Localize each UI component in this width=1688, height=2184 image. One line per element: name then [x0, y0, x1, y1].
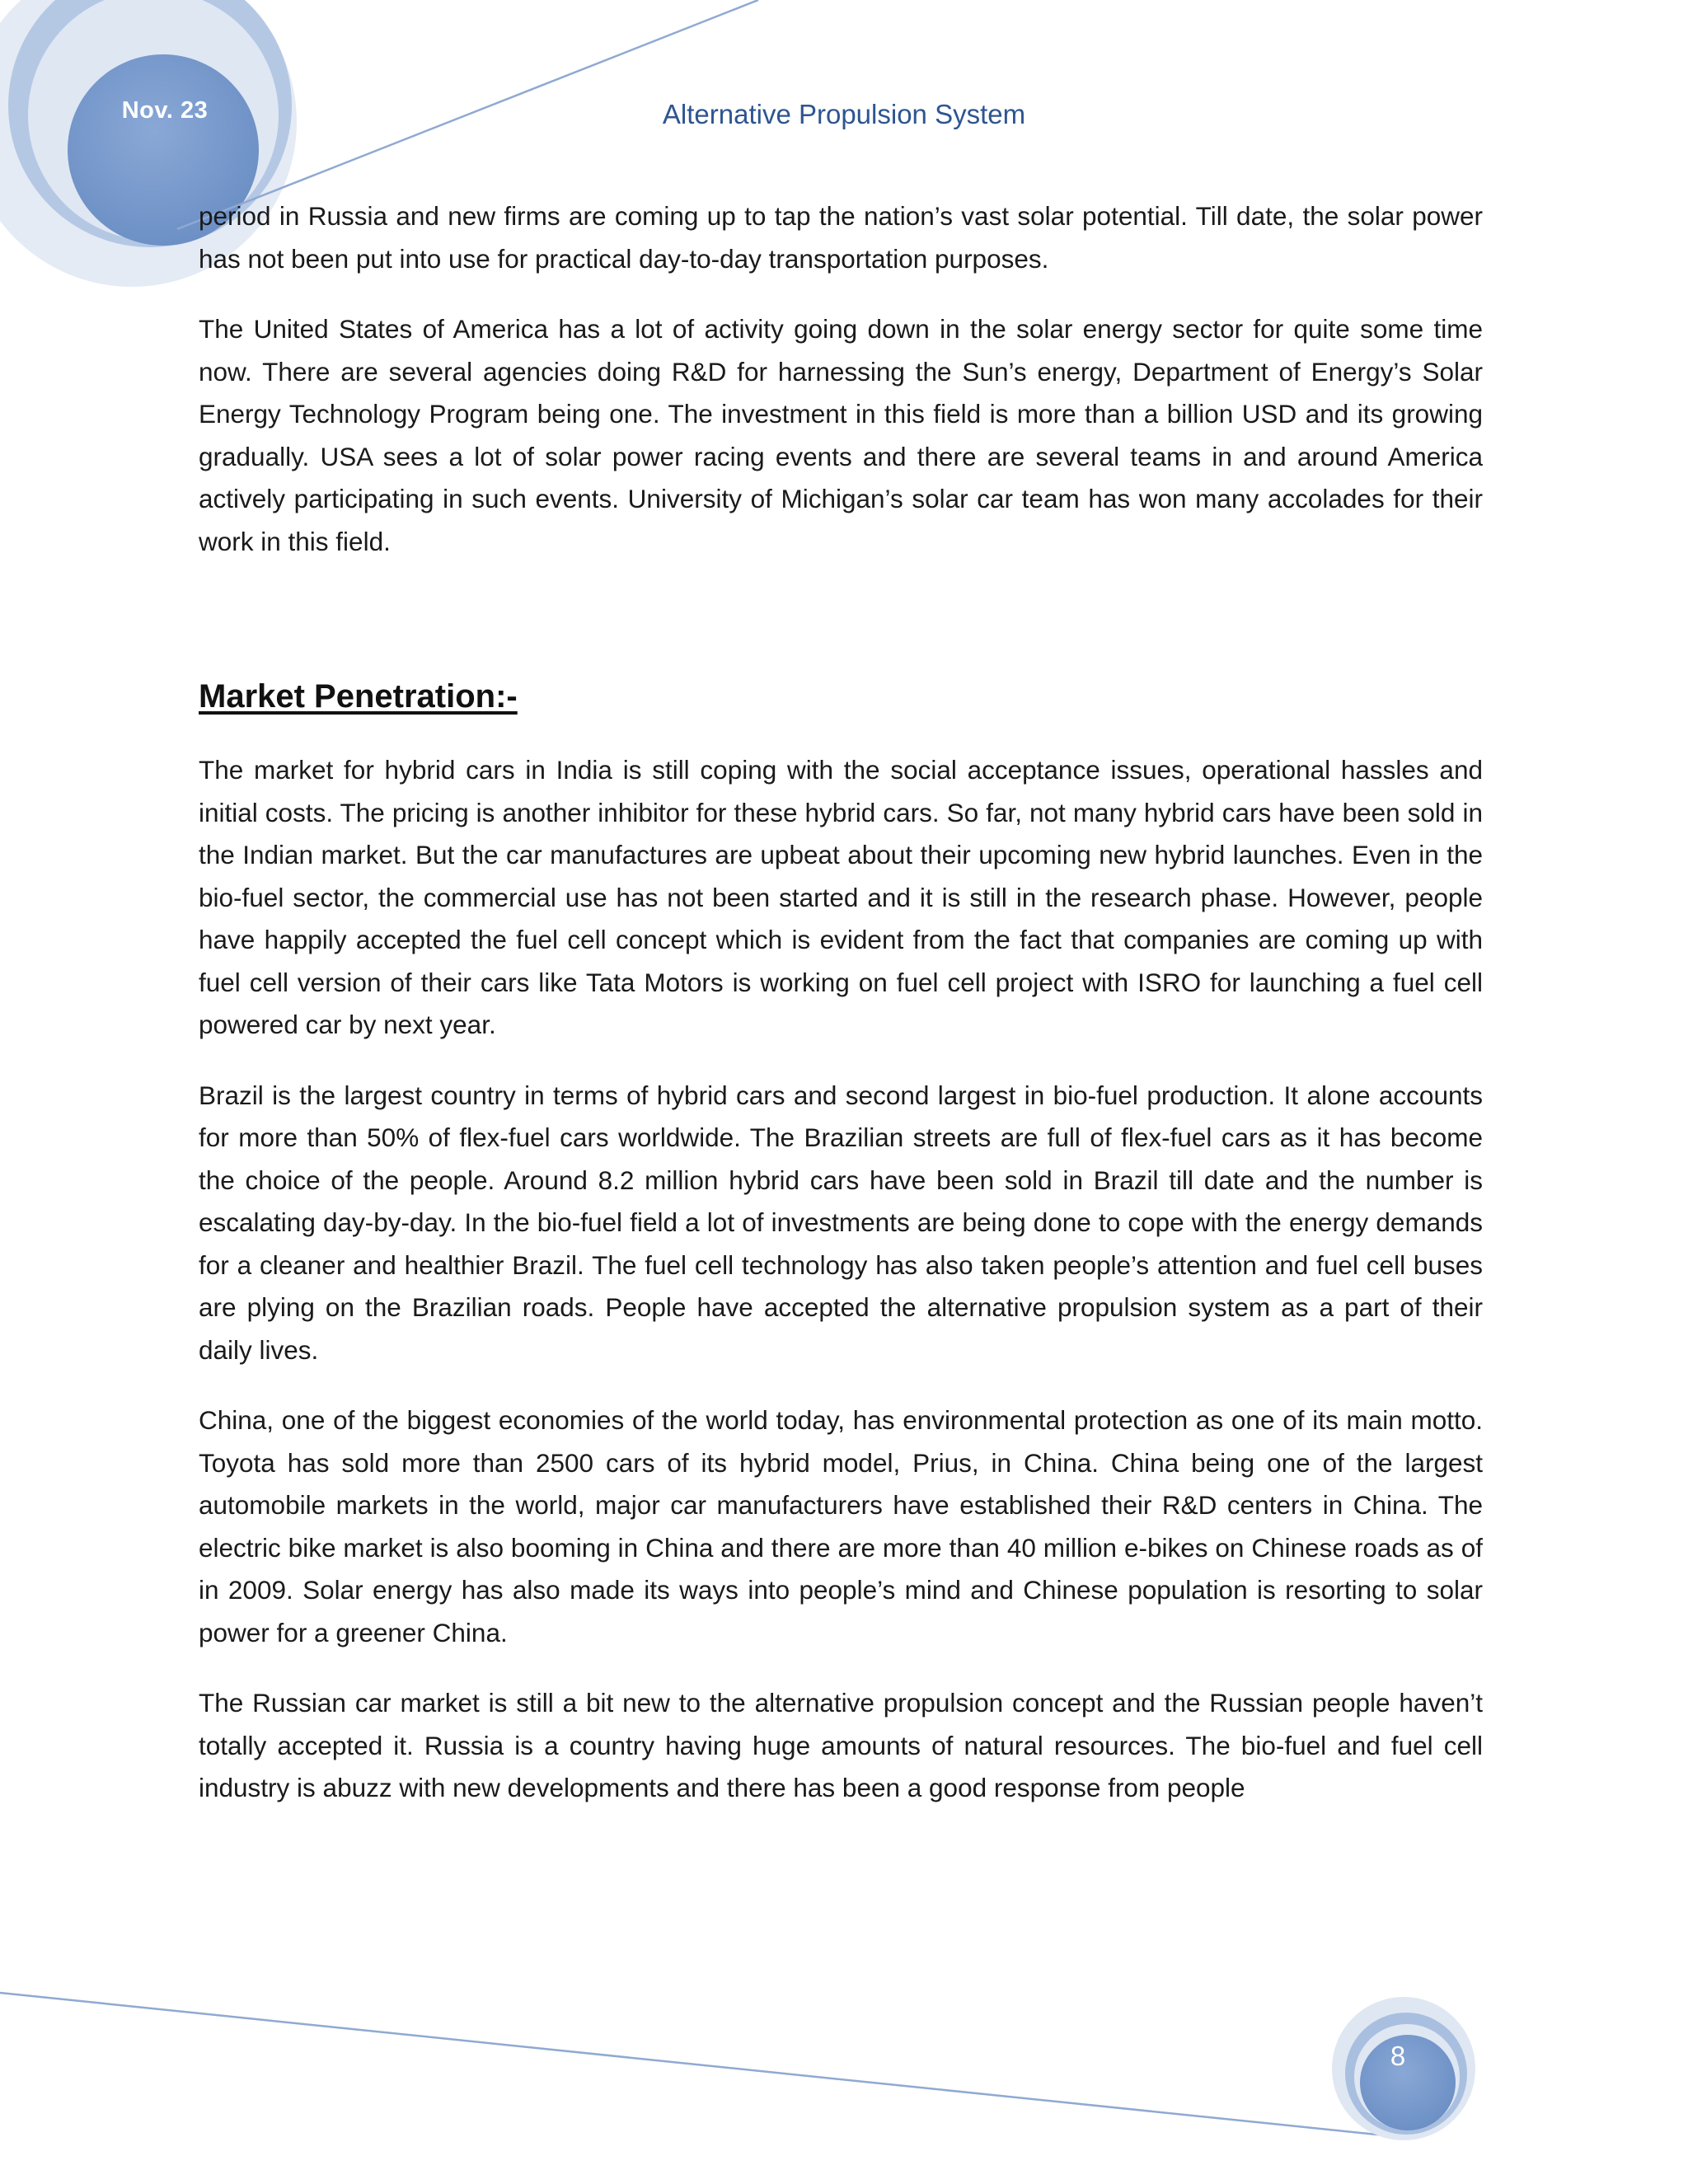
footer-diagonal-line: [0, 1993, 1393, 2136]
header-date: Nov. 23: [121, 97, 209, 124]
paragraph: Brazil is the largest country in terms of hybrid cars and second largest in bio-fuel production. It alone accounts for more than 50% of flex-fuel cars worldwide. The Brazilian streets are full of flex-fuel cars as it has become the choice of the people. Around 8.2 million hybrid cars have been sold in Brazil till date and the number is escalating day-by-day. In the bio-fuel field a lot of investments are being done to cope with the energy demands for a cleaner and healthier Brazil. The fuel cell technology has also taken people’s attention and fuel cell buses are plying on the Brazilian roads. People have accepted the alternative propulsion system as a part of their daily lives.: [199, 1080, 1483, 1365]
section-heading: Market Penetration:-: [199, 678, 518, 715]
page-content: [199, 195, 1483, 1838]
page-number: 8: [1390, 2041, 1406, 2071]
paragraph: China, one of the biggest economies of the world today, has environmental protection as one of its main motto. Toyota has sold more than 2500 cars of its hybrid model, Prius, in China. China being one of the largest automobile markets in the world, major car manufacturers have established their R&D centers in China. The electric bike market is also booming in China and there are more than 40 million e-bikes on Chinese roads as of in 2009. Solar energy has also made its ways into people’s mind and Chinese population is resorting to solar power for a greener China.: [199, 1405, 1483, 1647]
paragraph: The United States of America has a lot of activity going down in the solar energy sector for quite some time now. There are several agencies doing R&D for harnessing the Sun’s energy, Department of Energy’s Solar Energy Technology Program being one. The investment in this field is more than a billion USD and its growing gradually. USA sees a lot of solar power racing events and there are several teams in and around America actively participating in such events. University of Michigan’s solar car team has won many accolades for their work in this field.: [199, 314, 1483, 556]
paragraph: The market for hybrid cars in India is still coping with the social acceptance issues, operational hassles and initial costs. The pricing is another inhibitor for these hybrid cars. So far, not many hybrid cars have been sold in the Indian market. But the car manufactures are upbeat about their upcoming new hybrid launches. Even in the bio-fuel sector, the commercial use has not been started and it is still in the research phase. However, people have happily accepted the fuel cell concept which is evident from the fact that companies are coming up with fuel cell version of their cars like Tata Motors is working on fuel cell project with ISRO for launching a fuel cell powered car by next year.: [199, 755, 1483, 1039]
paragraph: period in Russia and new firms are coming up to tap the nation’s vast solar potential. Till date, the solar power has not been put into use for practical day-to-day transportation purposes.: [199, 201, 1483, 274]
paragraph: The Russian car market is still a bit new to the alternative propulsion concept and the Russian people haven’t totally accepted it. Russia is a country having huge amounts of natural resources. The bio-fuel and fuel cell industry is abuzz with new developments and there has been a good response from people: [199, 1688, 1483, 1802]
running-header-title: Alternative Propulsion System: [662, 99, 1026, 129]
